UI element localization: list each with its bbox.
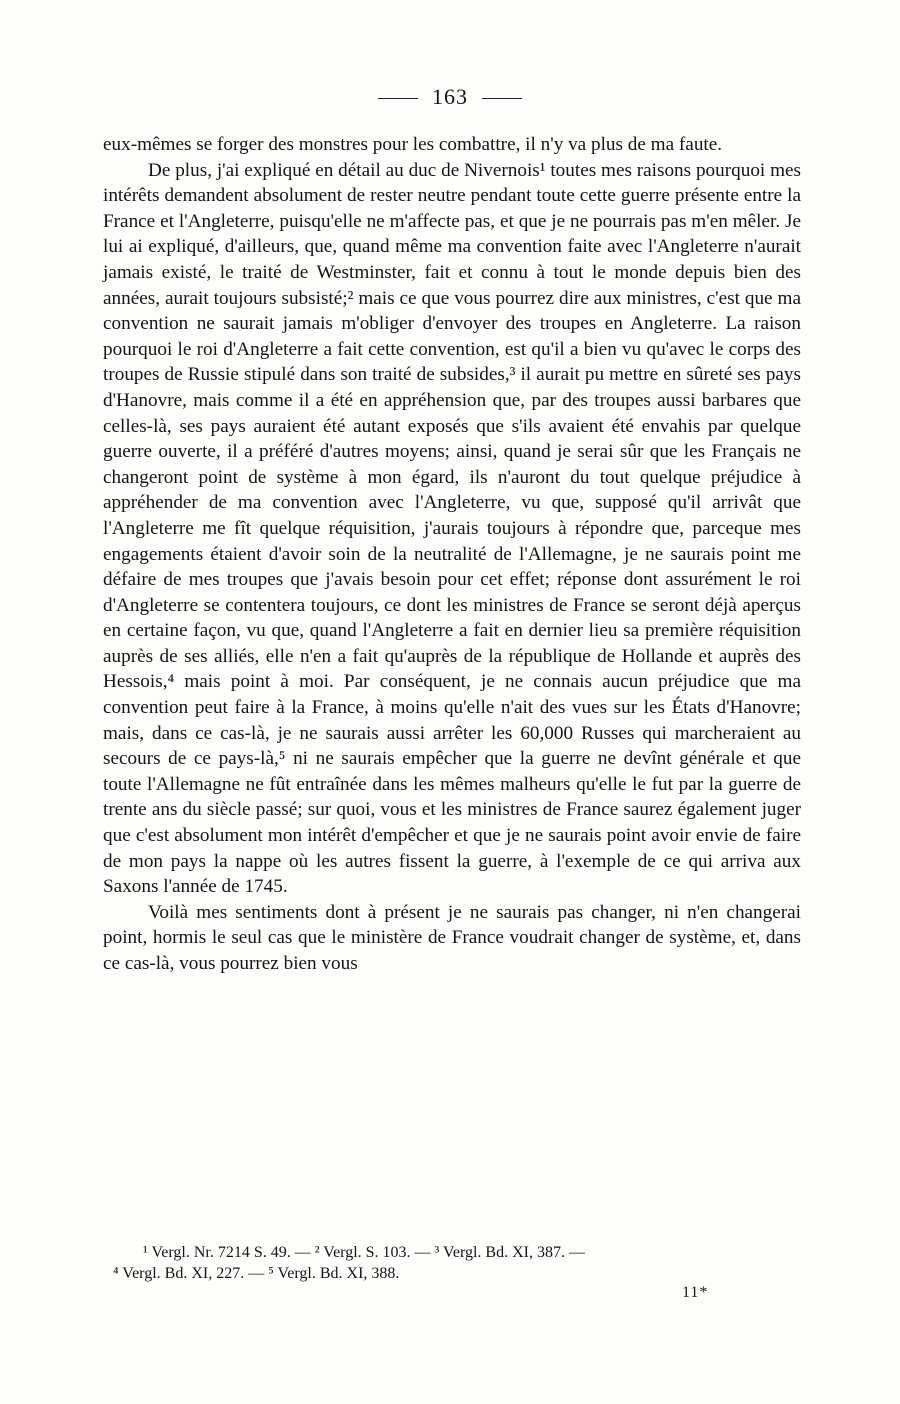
body-text	[103, 132, 801, 977]
footnotes	[113, 1242, 803, 1284]
footnote-line-2: ⁴ Vergl. Bd. XI, 227. — ⁵ Vergl. Bd. XI, 388.	[113, 1265, 400, 1282]
page-header	[0, 84, 900, 110]
page-number: 163	[432, 84, 468, 109]
paragraph-de-plus: De plus, j'ai expliqué en détail au duc de Nivernois¹ toutes mes raisons pourquoi mes intérêts demandent absolument de rester neutre pendant toute cette guerre présente entre la France et l'Angleterre, puisqu'elle ne m'affecte pas, et que je ne pourrais pas m'en mêler. Je lui ai expliqué, d'ailleurs, que, quand même ma convention faite avec l'Angleterre n'aurait jamais existé, le traité de Westminster, fait et connu à tout le monde depuis bien des années, aurait toujours subsisté;² mais ce que vous pourrez dire aux ministres, c'est que ma convention ne saurait jamais m'obliger d'envoyer des troupes en Angleterre. La raison pourquoi le roi d'Angleterre a fait cette convention, est qu'il a bien vu qu'avec le corps des troupes de Russie stipulé dans son traité de subsides,³ il aurait pu mettre en sûreté ses pays d'Hanovre, mais comme il a été en appréhension que, par des troupes aussi barbares que celles-là, ses pays auraient été autant exposés que s'ils avaient été envahis par quelque guerre ouverte, il a préféré d'autres moyens; ainsi, quand je serai sûr que les Français ne changeront point de système à mon égard, ils n'auront du tout quelque préjudice à appréhender de ma convention avec l'Angleterre, vu que, supposé qu'il arrivât que l'Angleterre me fît quelque réquisition, j'aurais toujours à répondre que, parceque mes engagements étaient d'avoir soin de la neutralité de l'Allemagne, je ne saurais point me défaire de mes troupes que j'avais besoin pour cet effet; réponse dont assurément le roi d'Angleterre se contentera toujours, ce dont les ministres de France se seront déjà aperçus en certaine façon, vu que, quand l'Angleterre a fait en dernier lieu sa première réquisition auprès de ses alliés, elle n'en a fait qu'auprès de la république de Hollande et auprès des Hessois,⁴ mais point à moi. Par conséquent, je ne connais aucun préjudice que ma convention peut faire à la France, à moins qu'elle n'ait des vues sur les États d'Hanovre; mais, dans ce cas-là, je ne saurais aussi arrêter les 60,000 Russes qui marcheraient au secours de ce pays-là,⁵ ni ne saurais empêcher que la guerre ne devînt générale et que toute l'Allemagne ne fût entraînée dans les mêmes malheurs qu'elle le fut par la guerre de trente ans du siècle passé; sur quoi, vous et les ministres de France saurez également juger que c'est absolument mon intérêt d'empêcher et que je ne saurais point avoir envie de faire de mon pays la nappe où les autres fissent la guerre, à l'exemple de ce qui arriva aux Saxons l'année de 1745.	[103, 159, 801, 898]
paragraph-continuation: eux-mêmes se forger des monstres pour les combattre, il n'y va plus de ma faute.	[103, 134, 723, 155]
header-dash-right	[482, 98, 522, 99]
footnote-line-1: ¹ Vergl. Nr. 7214 S. 49. — ² Vergl. S. 103. — ³ Vergl. Bd. XI, 387. —	[143, 1244, 585, 1261]
paragraph-voila: Voilà mes sentiments dont à présent je ne saurais pas changer, ni n'en changerai point, hormis le seul cas que le ministère de France voudrait changer de système, et, dans ce cas-là, vous pourrez bien vous	[103, 901, 801, 974]
header-dash-left	[378, 98, 418, 99]
printer-signature: 11*	[682, 1284, 709, 1301]
